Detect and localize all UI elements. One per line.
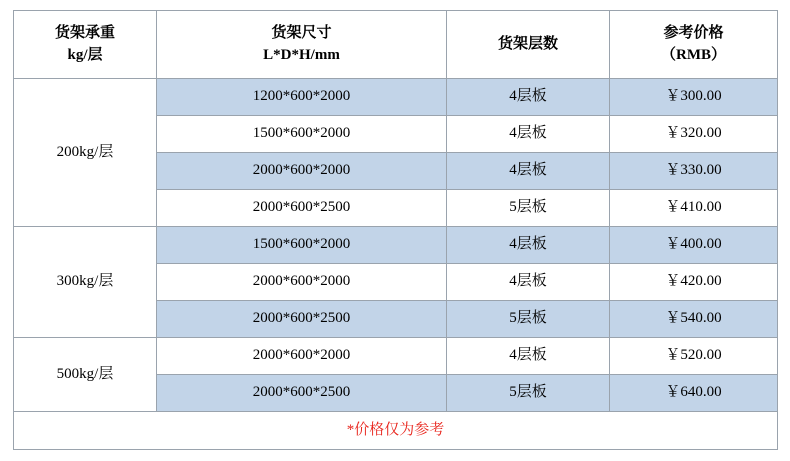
table-header-row: [14, 11, 778, 79]
cell-size: 1200*600*2000: [157, 79, 447, 116]
cell-layers: 4层板: [447, 153, 610, 190]
header-cell-capacity: [14, 11, 157, 79]
cell-layers: 5层板: [447, 301, 610, 338]
cell-layers: 4层板: [447, 227, 610, 264]
cell-price: ￥300.00: [610, 79, 778, 116]
group-capacity-cell: 200kg/层: [14, 79, 157, 227]
cell-size: 1500*600*2000: [157, 227, 447, 264]
cell-size: 2000*600*2000: [157, 264, 447, 301]
price-sheet: [0, 10, 790, 461]
header-cell-size: [157, 11, 447, 79]
header-size-line1: 货架尺寸: [271, 24, 332, 41]
cell-size: 2000*600*2500: [157, 301, 447, 338]
header-cell-layers: [447, 11, 610, 79]
cell-layers: 4层板: [447, 116, 610, 153]
header-layers-line1: 货架层数: [497, 35, 558, 52]
cell-layers: 4层板: [447, 79, 610, 116]
header-price-line2: （RMB）: [661, 46, 726, 63]
cell-price: ￥320.00: [610, 116, 778, 153]
cell-size: 1500*600*2000: [157, 116, 447, 153]
cell-price: ￥410.00: [610, 190, 778, 227]
cell-price: ￥420.00: [610, 264, 778, 301]
cell-size: 2000*600*2000: [157, 153, 447, 190]
cell-layers: 4层板: [447, 264, 610, 301]
note-row: [14, 412, 778, 450]
cell-price: ￥400.00: [610, 227, 778, 264]
header-capacity-line1: 货架承重: [54, 24, 115, 41]
table-row: [14, 79, 778, 116]
table-row: [14, 338, 778, 375]
cell-size: 2000*600*2500: [157, 190, 447, 227]
price-disclaimer-note: *价格仅为参考: [346, 421, 445, 438]
group-capacity-cell: 500kg/层: [14, 338, 157, 412]
cell-size: 2000*600*2500: [157, 375, 447, 412]
table-row: [14, 227, 778, 264]
note-cell: [14, 412, 778, 450]
cell-price: ￥330.00: [610, 153, 778, 190]
group-capacity-cell: 300kg/层: [14, 227, 157, 338]
cell-layers: 4层板: [447, 338, 610, 375]
cell-price: ￥640.00: [610, 375, 778, 412]
cell-price: ￥540.00: [610, 301, 778, 338]
header-capacity-line2: kg/层: [67, 46, 103, 63]
cell-layers: 5层板: [447, 190, 610, 227]
header-price-line1: 参考价格: [663, 24, 724, 41]
header-size-line2: L*D*H/mm: [263, 46, 340, 63]
cell-price: ￥520.00: [610, 338, 778, 375]
cell-size: 2000*600*2000: [157, 338, 447, 375]
shelf-price-table: [13, 10, 778, 450]
header-cell-price: [610, 11, 778, 79]
cell-layers: 5层板: [447, 375, 610, 412]
